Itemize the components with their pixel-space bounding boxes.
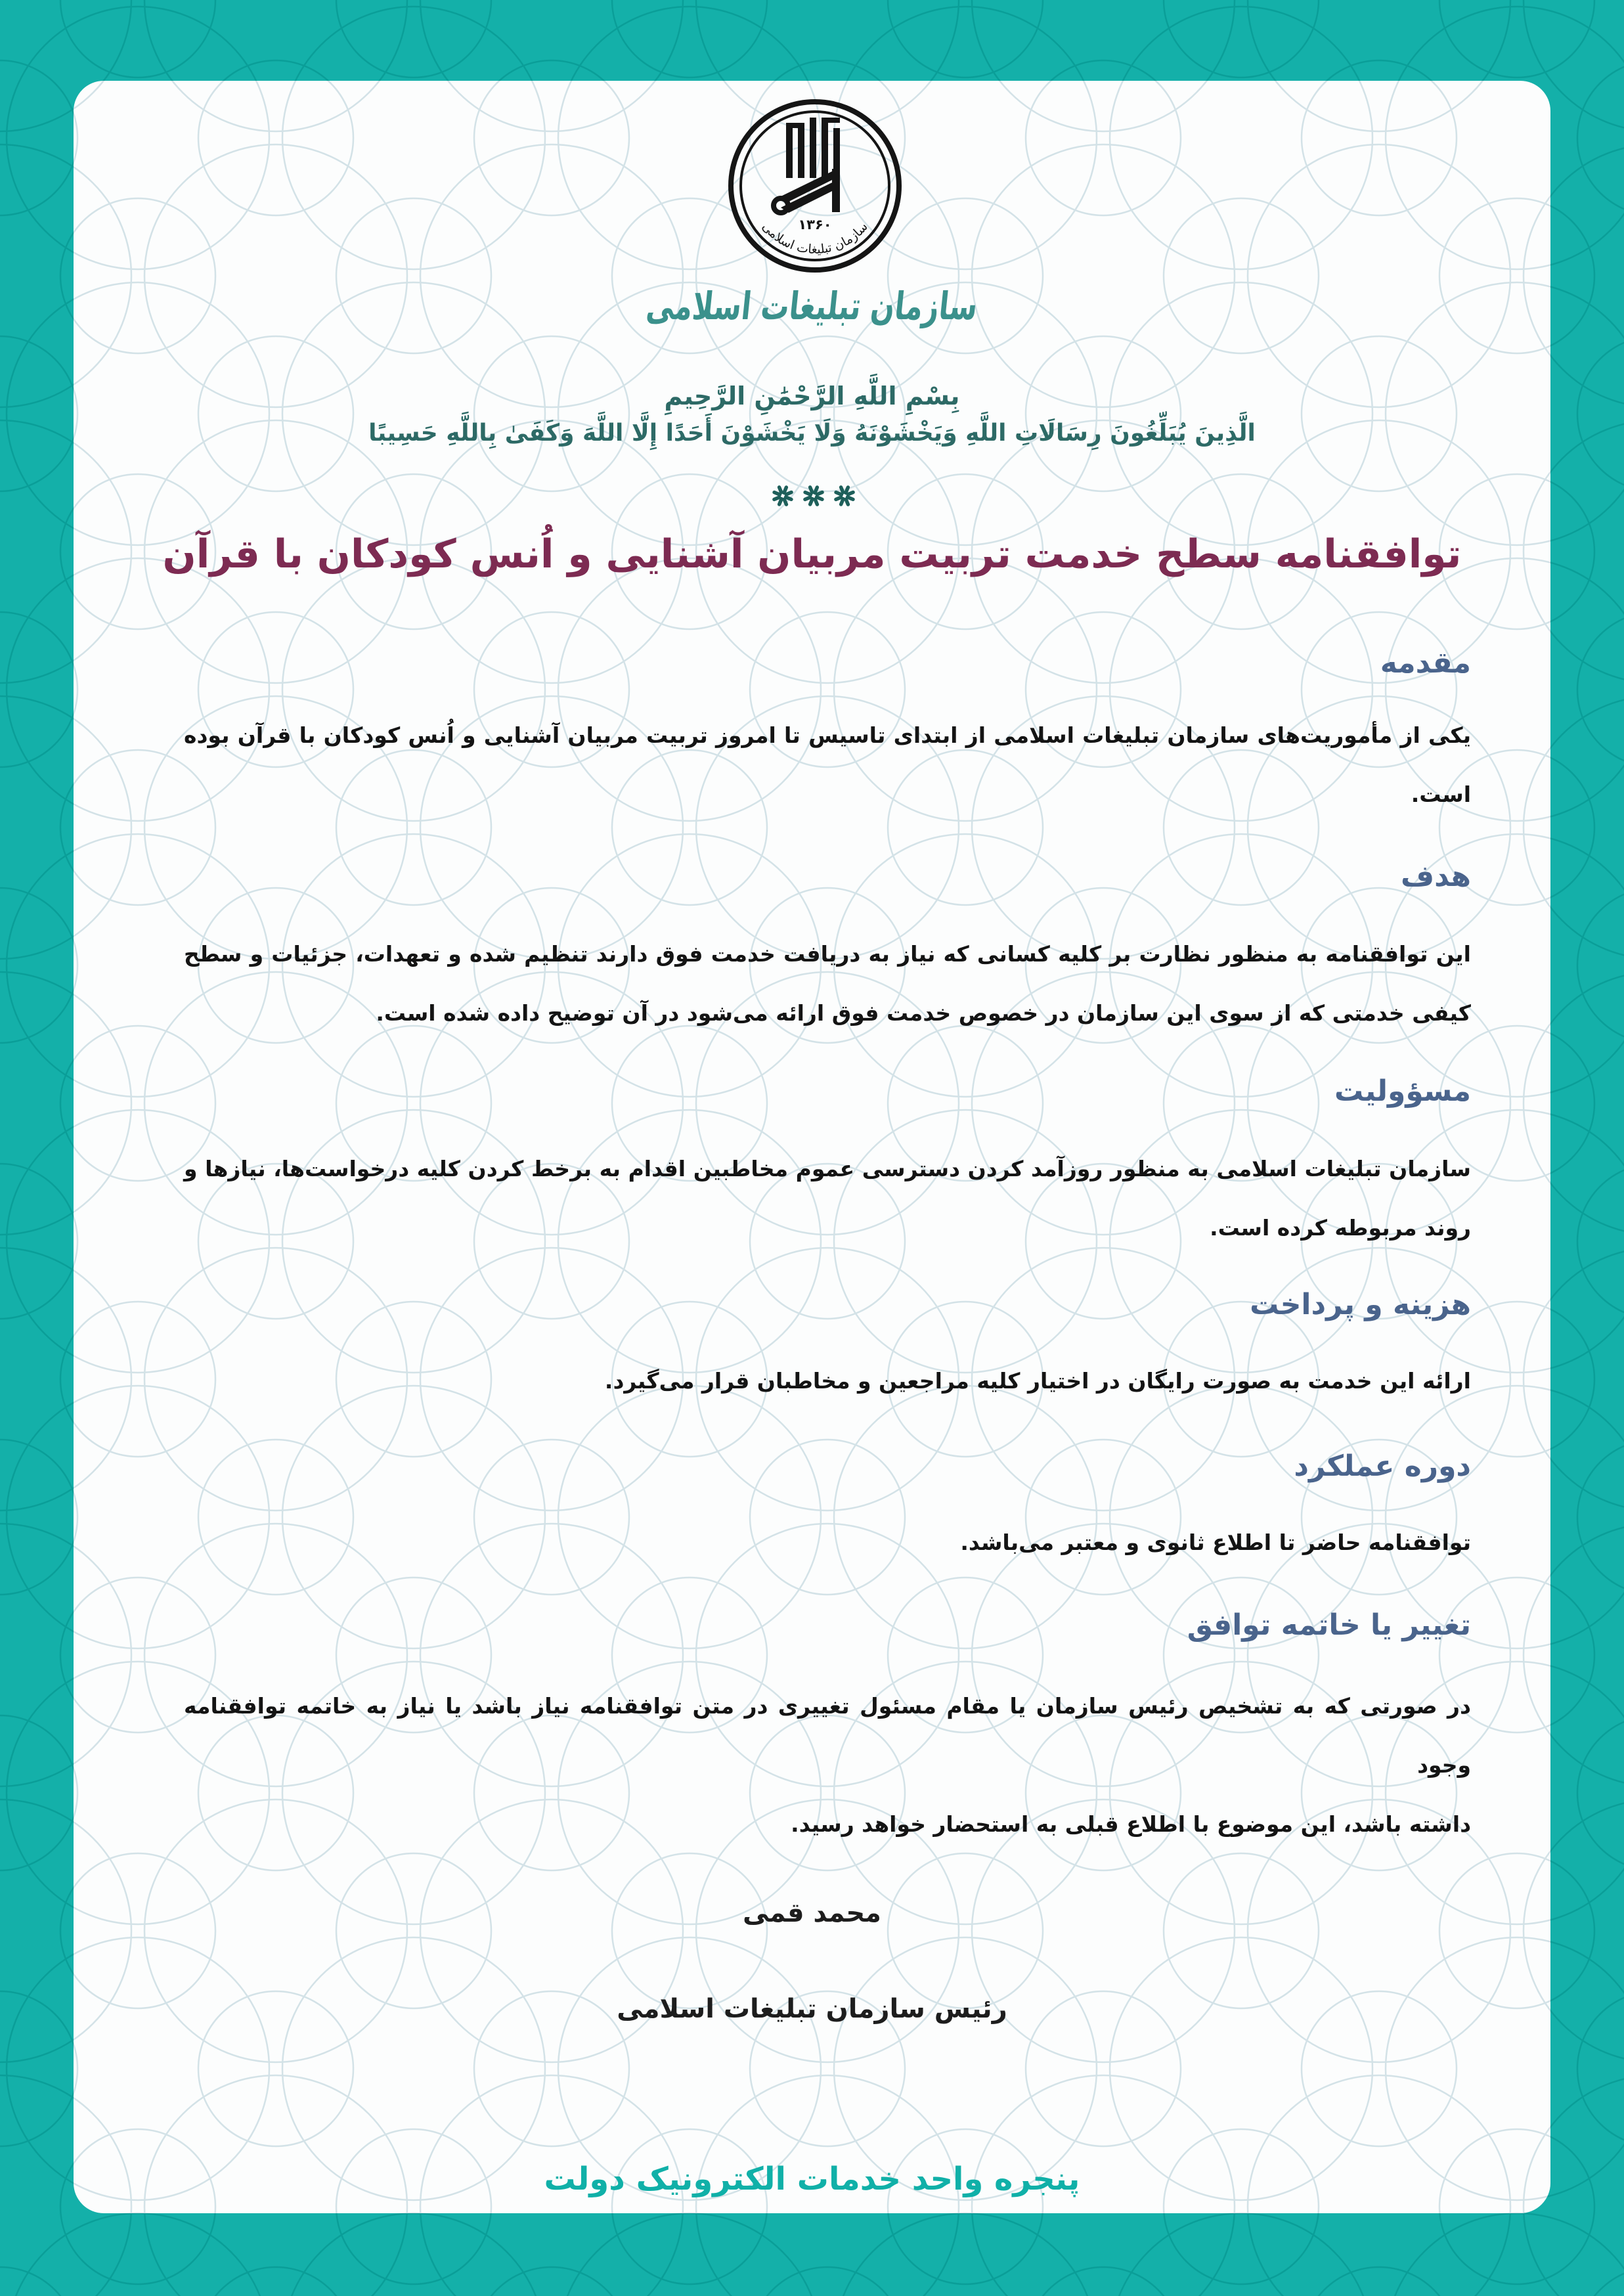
signer-name: محمد قمی: [743, 1898, 881, 1928]
section-heading: مقدمه: [1380, 646, 1471, 680]
bismillah-text: بِسْمِ اللَّهِ الرَّحْمَٰنِ الرَّحِيمِ: [664, 382, 960, 410]
text-line: توافقنامه حاضر تا اطلاع ثانوی و معتبر می‌باشد.: [960, 1530, 1471, 1555]
section-change-termination-body: [184, 1677, 1471, 1854]
asterisk-ornaments-icon: [0, 474, 1624, 518]
section-goal-body: [184, 925, 1471, 1043]
section-cost-payment-body: [184, 1352, 1471, 1411]
organization-calligraphy: سازمان تبلیغات اسلامی: [644, 284, 980, 328]
text-line: است.: [1411, 782, 1471, 807]
section-heading: هدف: [1400, 860, 1471, 893]
section-heading: دوره عملکرد: [1294, 1449, 1471, 1483]
signer-role: رئیس سازمان تبلیغات اسلامی: [617, 1994, 1007, 2024]
section-change-termination: [184, 1604, 1471, 1646]
text-line: ارائه این خدمت به صورت رایگان در اختیار کلیه مراجعین و مخاطبان قرار می‌گیرد.: [604, 1368, 1471, 1394]
section-heading: مسؤولیت: [1334, 1074, 1471, 1108]
organization-seal: [723, 94, 907, 278]
seal-arc-text: سازمان تبلیغات اسلامی: [759, 219, 871, 257]
text-line: در صورتی که به تشخیص رئیس سازمان یا مقام مسئول تغییری در متن توافقنامه نیاز باشد یا نیاز به خاتمه توافقنامه وجود: [184, 1693, 1471, 1778]
section-heading: تغییر یا خاتمه توافق: [1187, 1608, 1471, 1642]
document-title: توافقنامه سطح خدمت تربیت مربیان آشنایی و اُنس کودکان با قرآن: [162, 531, 1462, 577]
section-responsibility: [184, 1071, 1471, 1113]
text-line: داشته باشد، این موضوع با اطلاع قبلی به استحضار خواهد رسید.: [791, 1811, 1471, 1837]
section-responsibility-body: [184, 1139, 1471, 1258]
seal-year-text: ۱۳۶۰: [798, 217, 832, 232]
section-cost-payment: [184, 1284, 1471, 1326]
text-line: این توافقنامه به منظور نظارت بر کلیه کسانی که نیاز به دریافت خدمت فوق دارند تنظیم شده و تعهدات، جزئیات و سطح: [184, 941, 1471, 967]
section-heading: هزینه و پرداخت: [1250, 1288, 1471, 1321]
footer-text: پنجره واحد خدمات الکترونیک دولت: [544, 2161, 1080, 2197]
text-line: سازمان تبلیغات اسلامی به منظور روزآمد کردن دسترسی عموم مخاطبین اقدام به برخط کردن کلیه درخواست‌ها، نیازها و: [184, 1156, 1471, 1181]
section-goal: [184, 856, 1471, 898]
text-line: یکی از مأموریت‌های سازمان تبلیغات اسلامی از ابتدای تاسیس تا امروز تربیت مربیان آشنایی و اُنس کودکان با قرآن بوده: [184, 722, 1471, 748]
section-performance-period-body: [184, 1513, 1471, 1572]
text-line: کیفی خدمتی که از سوی این سازمان در خصوص خدمت فوق ارائه می‌شود در آن توضیح داده شده است.: [376, 1000, 1471, 1026]
section-introduction: [184, 642, 1471, 684]
text-line: روند مربوطه کرده است.: [1210, 1215, 1471, 1241]
allah-kufic-mark: [774, 118, 840, 213]
section-performance-period: [184, 1446, 1471, 1488]
section-introduction-body: [184, 706, 1471, 824]
quran-verse-text: الَّذِينَ يُبَلِّغُونَ رِسَالَاتِ اللَّهِ وَيَخْشَوْنَهُ وَلَا يَخْشَوْنَ أَحَدًا إِلَّا اللَّهَ وَكَفَىٰ بِاللَّهِ حَسِيبًا: [368, 420, 1256, 447]
